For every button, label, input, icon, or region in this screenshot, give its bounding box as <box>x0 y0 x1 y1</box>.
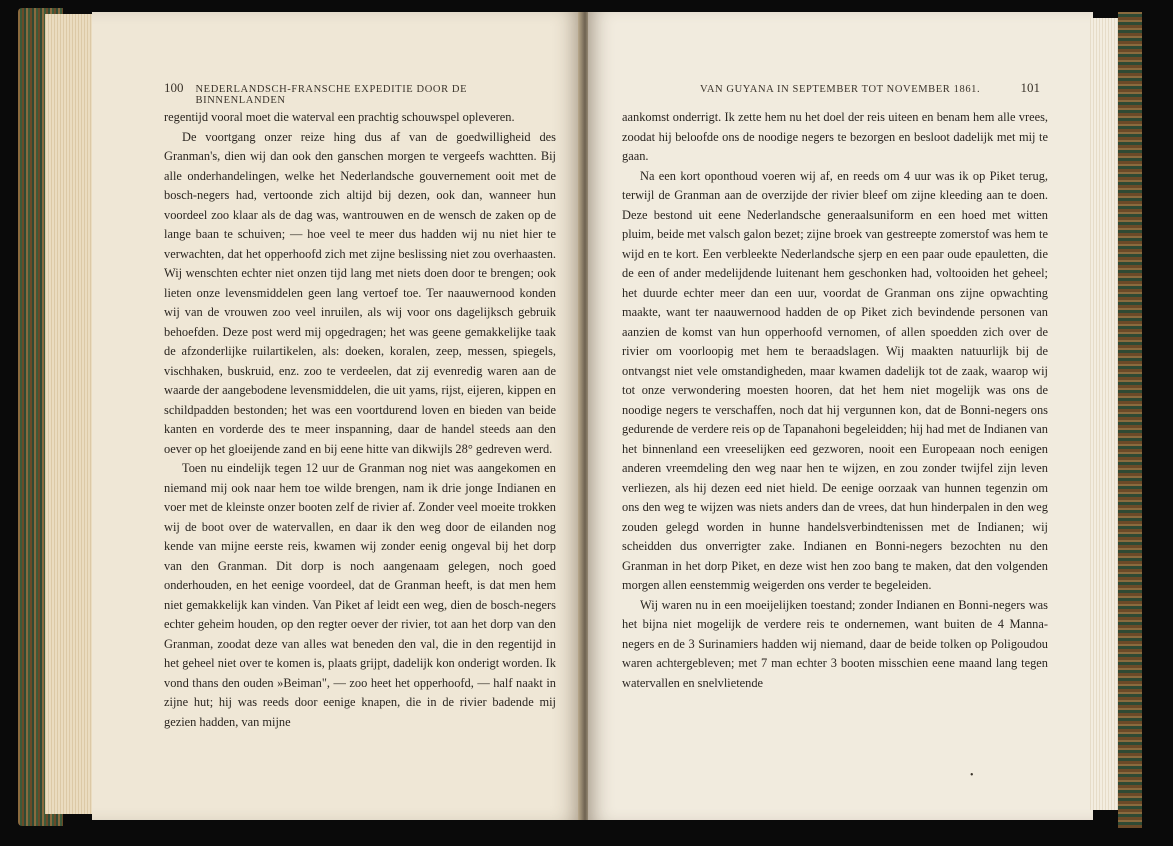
paragraph: Wij waren nu in een moeijelijken toestand; zonder Indianen en Bonni-negers was het bijna niet mogelijk de verdere reis te ondernemen, want buiten de 4 Manna-negers en de 3 Surinamiers hadden wij niemand, daar de beide tolken op Poligoudou waren achtergebleven; met 7 man echter 3 booten misschien eene maand lang tegen watervallen en snelvlietende <box>622 597 1048 690</box>
left-page-body <box>164 108 556 732</box>
page-stack-left <box>45 14 95 814</box>
running-head: NEDERLANDSCH-FRANSCHE EXPEDITIE DOOR DE BINNENLANDEN <box>195 84 468 106</box>
book-cover-edge-right <box>1118 12 1142 828</box>
right-page-body <box>622 108 1048 693</box>
left-page-header <box>164 80 544 106</box>
page-number: 100 <box>164 80 184 95</box>
running-head: VAN GUYANA IN SEPTEMBER TOT NOVEMBER 1861. <box>700 84 981 95</box>
paragraph: Toen nu eindelijk tegen 12 uur de Granman nog niet was aangekomen en niemand mij ook naar hem toe wilde brengen, nam ik drie jonge Indianen en voer met de kleinste onzer booten zelf de rivier af. Zonder veel moeite trokken wij de boot over de watervallen, en daar ik den weg door de eilanden nog kende van mijne eerste reis, kwamen wij zonder eenig ongeval bij het dorp van den Granman. Dit dorp is noch aangenaam gelegen, noch goed onderhouden, en het eenige voordeel, dat de Granman heeft, is dat men hem niet gemakkelijk kan vinden. Van Piket af leidt een weg, dien de bosch-negers echter geheim houden, op den regter oever der rivier, tot aan het dorp van den Granman, zoodat deze van alles wat beneden den val, die in den regentijd in het geheel niet over te komen is, plaats grijpt, dadelijk kon onderigt worden. Ik vond thans den ouden »Beiman", — zoo heet het opperhoofd, — half naakt in zijne hut; hij was reeds door eenige knapen, die in de rivier badende mij gezien hadden, van mijne <box>164 461 556 729</box>
paragraph: Na een kort oponthoud voeren wij af, en reeds om 4 uur was ik op Piket terug, terwijl de Granman aan de overzijde der rivier bleef om zijne kleeding aan te doen. Deze bestond uit eene Nederlandsche generaalsuniform en een hoed met witten pluim, beide met valsch galon bezet; zijne broek van gestreepte zomerstof was hem te wijd en te kort. Een verbleekte Nederlandsche sjerp en een paar oude epauletten, die de een of ander medelijdende luitenant hem geschonken had, voltooiden het geheel; het duurde echter meer dan een uur, voordat de Granman ons zijne opwachting maakte, want ter naauwernood hadden de op Piket zich bevindende personen van aanzien de komst van hun opperhoofd vernomen, of allen spoedden zich over de rivier om voorloopig met hem te beraadslagen. Wij maakten natuurlijk bij de ontvangst niet vele omstandigheden, maar kwamen dadelijk tot de zaak, waarop wij tot onze verwondering moesten hooren, dat het hem niet mogelijk was ons de noodige negers te verschaffen, noch dat hij vergunnen kon, dat de Bonni-negers ons gedurende de verdere reis op de Tapanahoni begeleidden; hij had met de Indianen van het binnenland een vreeselijken eed gezworen, nooit een Europeaan noch eenigen anderen vreemdeling den weg naar hen te wijzen, en zou zonder twijfel zijn leven verliezen, als hij dezen eed niet hield. De eenige oorzaak van hunnen tegenzin om ons den weg te wijzen was niets anders dan de vrees, dat hun hinderpalen in den weg zouden gelegd worden in hunne handelsverbindtenissen met de Indianen; wij scheidden dus onverrigter zake. Indianen en Bonni-negers bezochten nu den Granman in het dorp Piket, en deze wist hen zoo bang te maken, dat den volgenden morgen allen eenstemmig weigerden ons verder te begeleiden. <box>622 168 1048 592</box>
left-page <box>92 12 582 820</box>
right-page-header <box>700 80 1040 96</box>
paragraph: regentijd vooral moet die waterval een prachtig schouwspel opleveren. <box>164 110 515 124</box>
paragraph: De voortgang onzer reize hing dus af van de goedwilligheid des Granman's, dien wij dan ook den ganschen morgen te vergeefs wachtten. Bij alle onderhandelingen, welke het Nederlandsche gouvernement ooit met de bosch-negers had, vertoonde zich altijd bij dezen, ook dan, wanneer hun voordeel zoo klaar als de dag was, wantrouwen en de wensch de zaken op de lange baan te schuiven; — hoe veel te meer dus hadden wij nu niet hier te verwachten, dat het opperhoofd zich met zijne beslissing niet zou overhaasten. Wij wenschten echter niet onzen tijd lang met niets doen door te brengen; ook lieten onze levensmiddelen geen lang vertoef toe. Ter naauwernood konden wij van de vrouwen zoo veel inruilen, als wij voor ons dagelijksch gebruik behoefden. Deze post werd mij opgedragen; het was geene gemakkelijke taak de afzonderlijke ruilartikelen, als: doeken, koralen, zeep, messen, spiegels, vischhaken, buskruid, enz. zoo te verdeelen, dat zij evenredig waren aan de waarde der aangebodene levensmiddelen, die uit yams, rijst, eijeren, kippen en schildpadden bestonden; het was een voortdurend loven en bieden van beide kanten en vorderde des te meer inspanning, daar de handel steeds aan den oever op het gloeijende zand en bij eene hitte van dikwijls 28° gedreven werd. <box>164 129 556 456</box>
page-number: 101 <box>1020 80 1040 95</box>
paragraph: aankomst onderrigt. Ik zette hem nu het doel der reis uiteen en benam hem alle vrees, zoodat hij beloofde ons de noodige negers te bezorgen en besloot dadelijk met mij te gaan. <box>622 110 1048 163</box>
footer-mark: • <box>970 770 974 781</box>
right-page <box>588 12 1093 820</box>
